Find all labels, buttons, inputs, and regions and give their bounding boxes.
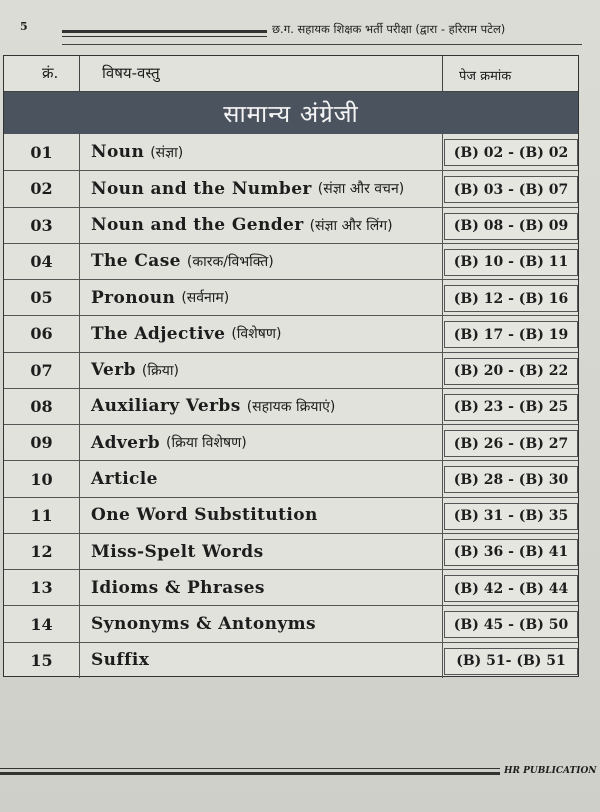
row-serial: 12 — [30, 542, 53, 562]
contents-table — [3, 55, 579, 677]
row-serial: 13 — [30, 578, 53, 598]
row-page-range: (B) 23 - (B) 25 — [444, 394, 578, 421]
row-subject-hindi: (सर्वनाम) — [181, 290, 230, 307]
row-page-range: (B) 20 - (B) 22 — [444, 358, 578, 385]
page-number: 5 — [20, 20, 28, 33]
row-serial: 01 — [30, 142, 53, 162]
publisher-label: HR PUBLICATION — [504, 766, 597, 776]
row-subject-english: Auxiliary Verbs — [91, 396, 241, 417]
row-serial: 07 — [30, 360, 53, 380]
row-serial: 05 — [30, 288, 53, 308]
row-subject-hindi: (क्रिया) — [141, 362, 179, 379]
row-subject-english: Noun and the Gender — [91, 215, 304, 236]
row-page-range: (B) 17 - (B) 19 — [444, 321, 578, 348]
table-row — [4, 605, 578, 641]
header-title: छ.ग. सहायक शिक्षक भर्ती परीक्षा (द्वारा - हरिराम पटेल) — [272, 22, 506, 36]
row-subject — [91, 244, 274, 279]
table-row — [4, 424, 578, 460]
page-footer — [0, 760, 600, 790]
row-subject-hindi: (संज्ञा और वचन) — [317, 181, 405, 198]
row-page-range: (B) 45 - (B) 50 — [444, 611, 578, 638]
table-row — [4, 279, 578, 315]
row-subject-english: The Adjective — [91, 323, 226, 344]
row-page-range: (B) 12 - (B) 16 — [444, 285, 578, 312]
row-subject — [91, 606, 316, 641]
row-subject — [91, 353, 179, 388]
row-page-range: (B) 08 - (B) 09 — [444, 213, 578, 240]
row-subject-hindi: (संज्ञा और लिंग) — [309, 217, 393, 234]
row-subject — [91, 134, 183, 170]
column-header-page: पेज क्रमांक — [459, 69, 512, 84]
table-body — [4, 134, 578, 678]
row-page-range: (B) 28 - (B) 30 — [444, 466, 578, 493]
row-serial: 03 — [30, 215, 53, 235]
row-serial: 04 — [30, 251, 53, 271]
row-subject — [91, 534, 264, 569]
table-row — [4, 207, 578, 243]
row-page-range: (B) 10 - (B) 11 — [444, 249, 578, 276]
row-subject-english: The Case — [91, 251, 181, 272]
row-subject — [91, 498, 318, 533]
row-subject-hindi: (विशेषण) — [231, 326, 282, 343]
row-page-range: (B) 42 - (B) 44 — [444, 575, 578, 602]
row-subject-english: Miss-Spelt Words — [91, 541, 264, 562]
column-header-serial: क्रं. — [42, 64, 59, 82]
row-subject-english: Synonyms & Antonyms — [91, 614, 316, 635]
row-subject-hindi: (कारक/विभक्ति) — [186, 253, 274, 270]
row-serial: 14 — [30, 614, 53, 634]
table-row — [4, 170, 578, 206]
row-subject-english: Adverb — [91, 432, 161, 453]
row-subject — [91, 280, 229, 315]
page-header — [14, 18, 584, 48]
row-page-range: (B) 03 - (B) 07 — [444, 176, 578, 203]
row-subject — [91, 570, 265, 605]
footer-rule — [0, 772, 500, 775]
table-row — [4, 388, 578, 424]
table-row — [4, 642, 578, 678]
row-subject — [91, 461, 158, 496]
header-rule — [62, 30, 267, 33]
row-subject-english: Idioms & Phrases — [91, 577, 265, 598]
row-serial: 09 — [30, 433, 53, 453]
table-row — [4, 243, 578, 279]
row-subject-hindi: (क्रिया विशेषण) — [166, 435, 247, 452]
table-row — [4, 497, 578, 533]
row-subject-hindi: (संज्ञा) — [150, 144, 184, 161]
table-row — [4, 315, 578, 351]
row-subject — [91, 208, 393, 243]
column-divider — [442, 56, 443, 92]
row-subject-english: Noun and the Number — [91, 178, 312, 199]
row-page-range: (B) 31 - (B) 35 — [444, 503, 578, 530]
row-subject-english: Article — [91, 469, 158, 490]
row-serial: 08 — [30, 396, 53, 416]
table-header — [4, 56, 578, 92]
row-subject-english: Noun — [91, 142, 145, 163]
row-subject — [91, 316, 281, 351]
row-subject-english: Verb — [91, 360, 136, 381]
column-divider — [442, 134, 443, 678]
table-row — [4, 569, 578, 605]
table-row — [4, 533, 578, 569]
header-underline — [62, 44, 582, 45]
row-page-range: (B) 36 - (B) 41 — [444, 539, 578, 566]
row-subject — [91, 389, 335, 424]
row-page-range: (B) 26 - (B) 27 — [444, 430, 578, 457]
table-row — [4, 352, 578, 388]
column-divider — [79, 134, 80, 678]
row-page-range: (B) 51- (B) 51 — [444, 648, 578, 675]
row-serial: 06 — [30, 324, 53, 344]
table-row — [4, 460, 578, 496]
row-subject-english: Pronoun — [91, 287, 176, 308]
row-subject-english: One Word Substitution — [91, 505, 318, 526]
row-subject-english: Suffix — [91, 650, 150, 671]
column-header-subject: विषय-वस्तु — [102, 64, 160, 82]
row-serial: 10 — [30, 469, 53, 489]
footer-rule-thin — [0, 768, 500, 769]
section-band — [4, 92, 578, 134]
row-serial: 15 — [30, 650, 53, 670]
section-title: सामान्य अंग्रेजी — [223, 99, 359, 128]
row-subject — [91, 171, 404, 206]
row-subject — [91, 643, 149, 678]
row-page-range: (B) 02 - (B) 02 — [444, 139, 578, 166]
row-subject-hindi: (सहायक क्रियाएं) — [246, 398, 336, 415]
column-divider — [79, 56, 80, 92]
row-serial: 02 — [30, 179, 53, 199]
header-rule-thin — [62, 36, 267, 37]
row-subject — [91, 425, 247, 460]
row-serial: 11 — [30, 505, 53, 525]
table-row — [4, 134, 578, 170]
